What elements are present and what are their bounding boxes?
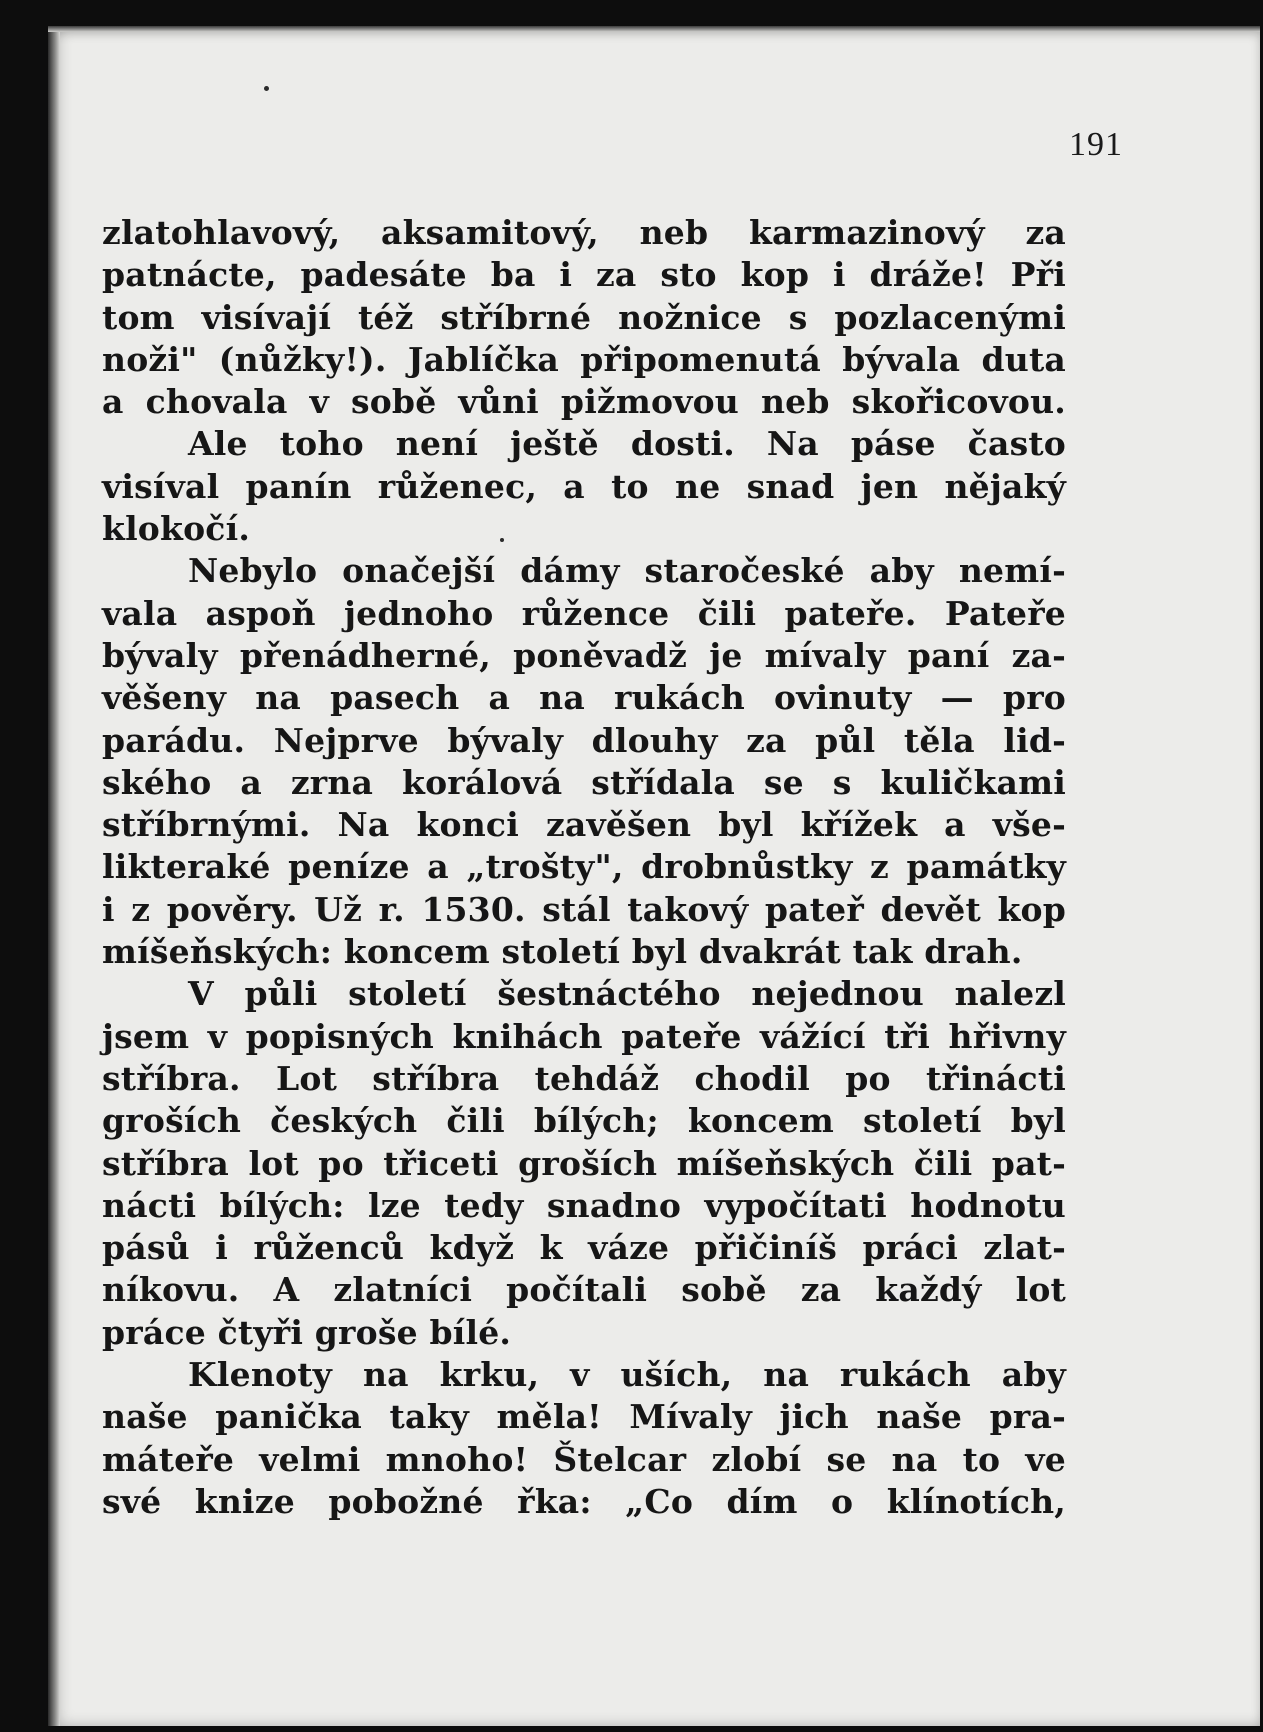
text-line: máteře velmi mnoho! Štelcar zlobí se na to ve: [102, 1439, 1066, 1479]
page-number: 191: [1069, 126, 1123, 163]
text-line: noži" (nůžky!). Jablíčka připomenutá bývala duta: [102, 339, 1066, 379]
text-line: práce čtyři groše bílé.: [102, 1312, 512, 1352]
text-line: groších českých čili bílých; koncem století byl: [102, 1101, 1066, 1141]
text-line: níkovu. A zlatníci počítali sobě za každý lot: [102, 1270, 1066, 1310]
text-line: V půli století šestnáctého nejednou nalezl: [188, 974, 1066, 1014]
page-top-shadow: [48, 26, 1260, 32]
text-line: stříbra. Lot stříbra tehdáž chodil po třinácti: [102, 1058, 1066, 1098]
text-line: ského a zrna korálová střídala se s kuličkami: [102, 762, 1066, 802]
page-binding-shadow: [48, 26, 60, 1726]
text-line: visíval panín růženec, a to ne snad jen nějaký: [102, 466, 1066, 506]
text-line: stříbrnými. Na konci zavěšen byl křížek a vše-: [102, 805, 1066, 845]
text-line: patnácte, padesáte ba i za sto kop i dráže! Při: [102, 255, 1066, 295]
text-line: míšeňských: koncem století byl dvakrát tak drah.: [102, 932, 1023, 972]
text-line: zlatohlavový, aksamitový, neb karmazinový za: [102, 213, 1066, 252]
text-line: klokočí.: [102, 509, 251, 549]
body-text: [102, 212, 1066, 1523]
text-line: naše panička taky měla! Mívaly jich naše pra-: [102, 1397, 1066, 1437]
text-line: nácti bílých: lze tedy snadno vypočítati hodnotu: [102, 1185, 1066, 1225]
text-line: vala aspoň jednoho růžence čili pateře. Pateře: [102, 593, 1066, 633]
text-line: tom visívají též stříbrné nožnice s pozlacenými: [102, 297, 1066, 337]
text-line: Klenoty na krku, v uších, na rukách aby: [188, 1355, 1066, 1395]
text-line: Nebylo onačejší dámy staročeské aby nemí-: [188, 551, 1066, 591]
text-line: bývaly přenádherné, poněvadž je mívaly paní za-: [102, 635, 1066, 675]
text-line: parádu. Nejprve bývaly dlouhy za půl těla lid-: [102, 720, 1066, 760]
text-line: likteraké peníze a „trošty", drobnůstky z památky: [102, 847, 1066, 887]
text-line: věšeny na pasech a na rukách ovinuty — pro: [102, 678, 1066, 718]
text-line: pásů i růženců když k váze přičiníš práci zlat-: [102, 1228, 1066, 1268]
text-line: i z pověry. Už r. 1530. stál takový pateř devět kop: [102, 889, 1066, 929]
text-line: stříbra lot po třiceti groších míšeňských čili pat-: [102, 1143, 1066, 1183]
text-line: a chovala v sobě vůni pižmovou neb skořicovou.: [102, 382, 1066, 422]
text-line: jsem v popisných knihách pateře vážící tři hřivny: [102, 1016, 1066, 1056]
paper-speck: [264, 86, 269, 91]
text-line: Ale toho není ještě dosti. Na páse často: [188, 424, 1066, 464]
text-line: své knize pobožné řka: „Co dím o klínotích,: [102, 1481, 1066, 1521]
